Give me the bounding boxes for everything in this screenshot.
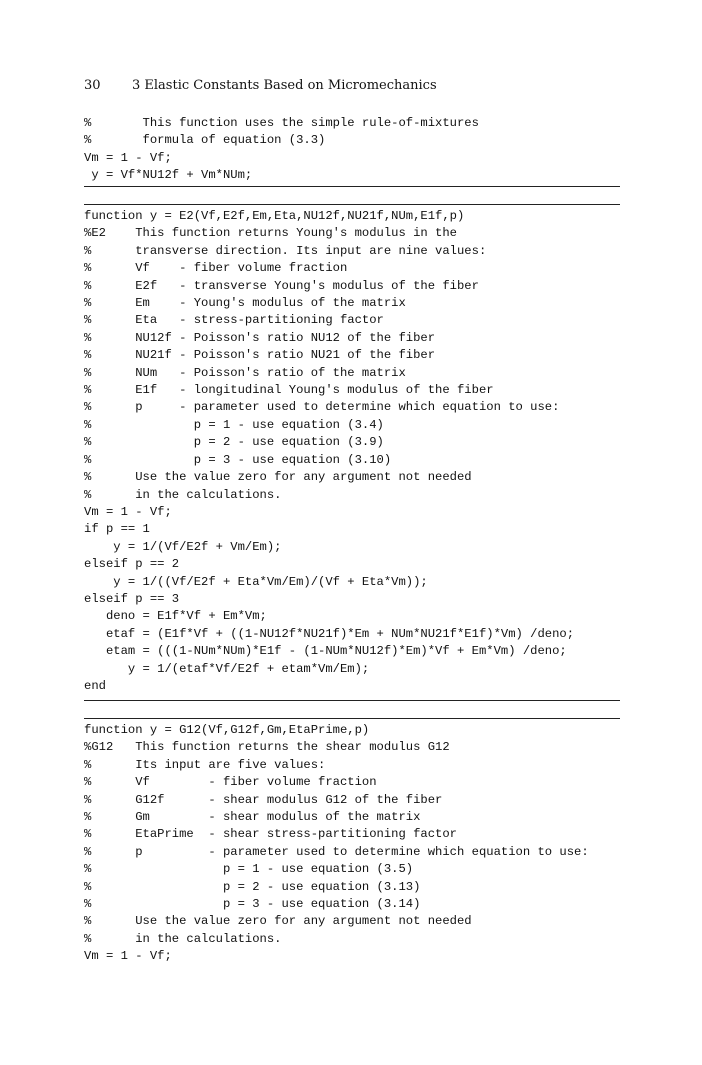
- code-line: % p = 2 - use equation (3.13): [84, 879, 421, 894]
- code-line: % Vf - fiber volume fraction: [84, 775, 377, 790]
- code-line: % G12f - shear modulus G12 of the fiber: [84, 792, 443, 807]
- code-line: % p = 3 - use equation (3.14): [84, 897, 421, 912]
- code-block-rule: [84, 700, 620, 701]
- code-line: % Gm - shear modulus of the matrix: [84, 810, 421, 825]
- code-line: % EtaPrime - shear stress-partitioning factor: [84, 827, 457, 842]
- chapter-title: 3 Elastic Constants Based on Micromechanics: [132, 78, 437, 93]
- code-line: % in the calculations.: [84, 931, 282, 946]
- code-line: Vm = 1 - Vf;: [84, 150, 172, 165]
- code-block-rule: [84, 718, 620, 719]
- code-line: Vm = 1 - Vf;: [84, 949, 172, 964]
- code-line: % E1f - longitudinal Young's modulus of the fiber: [84, 383, 494, 398]
- code-line: Vm = 1 - Vf;: [84, 504, 172, 519]
- code-line: % formula of equation (3.3): [84, 133, 326, 148]
- code-line: deno = E1f*Vf + Em*Vm;: [84, 609, 267, 624]
- code-line: y = 1/(Vf/E2f + Vm/Em);: [84, 539, 282, 554]
- code-line: % p - parameter used to determine which equation to use:: [84, 844, 589, 859]
- code-line: % NUm - Poisson's ratio of the matrix: [84, 365, 406, 380]
- code-block-rule: [84, 204, 620, 205]
- code-line: elseif p == 3: [84, 591, 180, 606]
- code-line: function y = G12(Vf,G12f,Gm,EtaPrime,p): [84, 723, 370, 737]
- code-line: % Vf - fiber volume fraction: [84, 261, 348, 276]
- code-line: if p == 1: [84, 522, 150, 537]
- code-line: % This function uses the simple rule-of-mixtures: [84, 116, 479, 130]
- code-block-rule: [84, 186, 620, 187]
- code-line: % Eta - stress-partitioning factor: [84, 313, 384, 328]
- code-block-g12-function: [84, 722, 620, 966]
- page-header: [84, 77, 437, 94]
- code-line: etaf = (E1f*Vf + ((1-NU12f*NU21f)*Em + NUm*NU21f*E1f)*Vm) /deno;: [84, 626, 575, 641]
- code-line: end: [84, 678, 106, 693]
- code-line: % in the calculations.: [84, 487, 282, 502]
- code-line: % Em - Young's modulus of the matrix: [84, 296, 406, 311]
- code-line: % p = 1 - use equation (3.4): [84, 417, 384, 432]
- code-line: % p - parameter used to determine which equation to use:: [84, 400, 560, 415]
- code-line: % NU12f - Poisson's ratio NU12 of the fiber: [84, 330, 436, 345]
- code-line: y = Vf*NU12f + Vm*NUm;: [84, 168, 253, 183]
- code-line: % Use the value zero for any argument not needed: [84, 914, 472, 929]
- code-line: y = 1/((Vf/E2f + Eta*Vm/Em)/(Vf + Eta*Vm));: [84, 574, 428, 589]
- code-line: % Its input are five values:: [84, 757, 326, 772]
- code-line: function y = E2(Vf,E2f,Em,Eta,NU12f,NU21f,NUm,E1f,p): [84, 209, 465, 223]
- code-line: % NU21f - Poisson's ratio NU21 of the fiber: [84, 348, 436, 363]
- code-line: % Use the value zero for any argument not needed: [84, 470, 472, 485]
- page-number: 30: [84, 78, 101, 93]
- code-line: etam = (((1-NUm*NUm)*E1f - (1-NUm*NU12f)*Em)*Vf + Em*Vm) /deno;: [84, 644, 567, 659]
- code-line: % transverse direction. Its input are nine values:: [84, 243, 487, 258]
- code-line: % E2f - transverse Young's modulus of the fiber: [84, 278, 479, 293]
- code-line: %G12 This function returns the shear modulus G12: [84, 740, 450, 755]
- code-line: y = 1/(etaf*Vf/E2f + etam*Vm/Em);: [84, 661, 370, 676]
- code-line: % p = 2 - use equation (3.9): [84, 435, 384, 450]
- code-block-rule-of-mixtures-continuation: [84, 115, 620, 185]
- code-line: %E2 This function returns Young's modulus in the: [84, 226, 457, 241]
- code-line: elseif p == 2: [84, 557, 180, 572]
- code-line: % p = 3 - use equation (3.10): [84, 452, 392, 467]
- code-block-e2-function: [84, 208, 620, 695]
- code-line: % p = 1 - use equation (3.5): [84, 862, 414, 877]
